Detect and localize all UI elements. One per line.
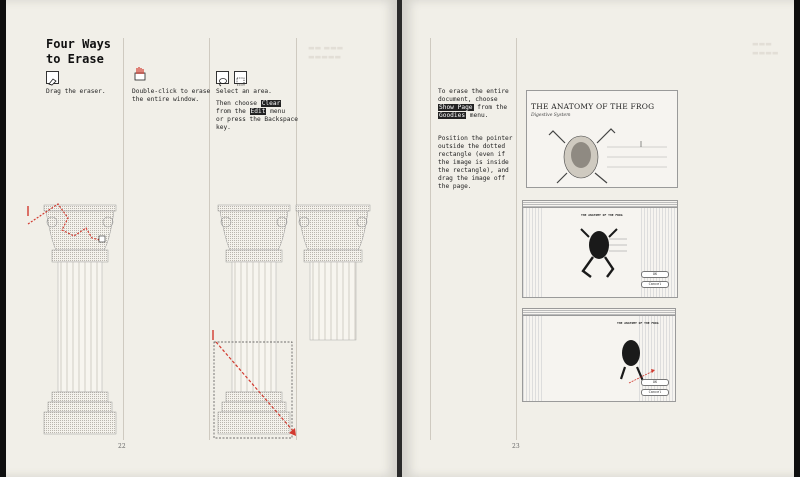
show-page-window-1 [522, 200, 678, 298]
cancel-button[interactable]: Cancel [641, 389, 669, 396]
greek-column-3 [296, 205, 370, 340]
ok-button[interactable]: OK [641, 271, 669, 278]
greek-column-2 [218, 205, 290, 434]
frog-silhouette-1 [577, 219, 631, 279]
page-number: 22 [118, 443, 126, 450]
instruction-text-1: To erase the entire document, choose Show Page from the Goodies menu. [438, 88, 509, 119]
frog-silhouette-2 [619, 325, 659, 385]
step1-text: Drag the eraser. [46, 88, 106, 95]
column-divider [516, 38, 517, 440]
frog-doc-subtitle: Digestive System [531, 113, 571, 118]
page-title: Four Ways to Erase [46, 37, 112, 66]
frog-doc-title: THE ANATOMY OF THE FROG [531, 102, 655, 111]
left-page [6, 0, 398, 477]
eraser-cursor [99, 236, 105, 242]
step3-text: Select an area. Then choose Clear from the Edit menu or press the Backspace key. [216, 88, 298, 131]
right-page [402, 0, 794, 477]
cancel-button[interactable]: Cancel [641, 281, 669, 288]
column-divider [430, 38, 431, 440]
ok-button[interactable]: OK [641, 379, 669, 386]
instruction-text-2: Position the pointer outside the dotted rectangle (even if the image is inside the rectangle), and drag the image off the page. [438, 135, 513, 190]
frog-document-window [526, 90, 678, 188]
win2-doc-title: THE ANATOMY OF THE FROG [581, 213, 623, 217]
win3-doc-title: THE ANATOMY OF THE FROG [617, 321, 659, 325]
frog-anatomy-illustration [547, 121, 675, 185]
show-page-window-2 [522, 308, 676, 402]
bleed-through-text: ▬▬▬ ▬▬▬▬ [752, 40, 779, 57]
column-illustrations [6, 0, 398, 477]
step2-text: Double-click to erase the entire window. [132, 88, 211, 103]
page-number: 23 [512, 443, 520, 450]
bleed-through-text: ▬▬ ▬▬▬ ▬▬▬▬▬ [308, 44, 344, 61]
